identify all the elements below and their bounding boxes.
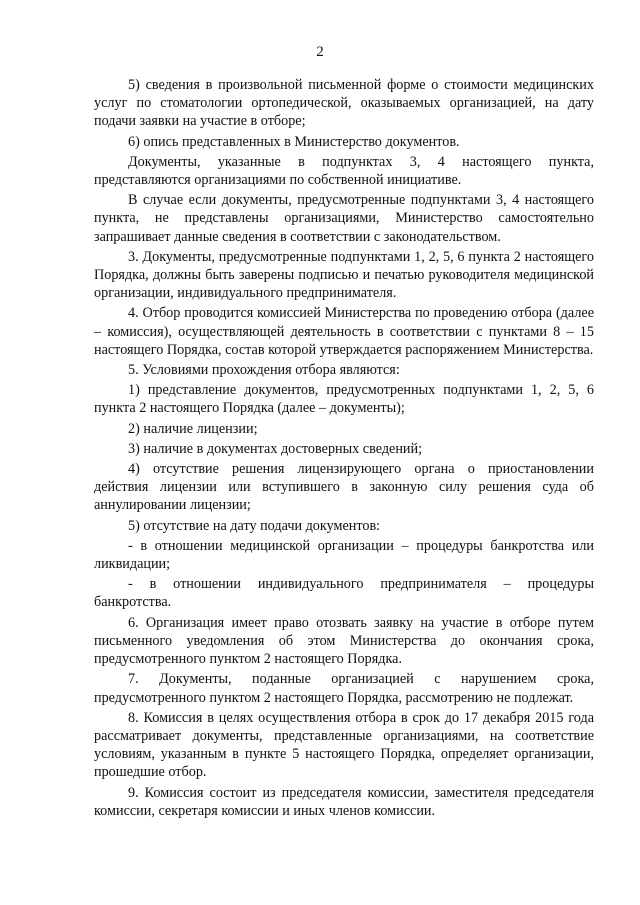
paragraph-17: 8. Комиссия в целях осуществления отбора в срок до 17 декабря 2015 года рассматривает документы, представленные организациями, на соответствие условиям, указанным в пункте 5 настоящего Порядка, определяет организации, прошедшие отбор. <box>94 709 594 781</box>
paragraph-13: - в отношении медицинской организации – процедуры банкротства или ликвидации; <box>94 537 594 573</box>
paragraph-5: 3. Документы, предусмотренные подпунктами 1, 2, 5, 6 пункта 2 настоящего Порядка, должны быть заверены подписью и печатью руководителя медицинской организации, индивидуального предпринимателя. <box>94 248 594 302</box>
paragraph-3: Документы, указанные в подпунктах 3, 4 настоящего пункта, представляются организациями по собственной инициативе. <box>94 153 594 189</box>
paragraph-6: 4. Отбор проводится комиссией Министерства по проведению отбора (далее – комиссия), осуществляющей деятельность в соответствии с пунктами 8 – 15 настоящего Порядка, состав которой утверждается распоряжением Министерства. <box>94 305 594 358</box>
paragraph-9: 2) наличие лицензии; <box>128 420 258 437</box>
paragraph-4: В случае если документы, предусмотренные подпунктами 3, 4 настоящего пункта, не представлены организациями, Министерство самостоятельно запрашивает данные сведения в соответствии с законодательством. <box>94 192 594 245</box>
paragraph-14: - в отношении индивидуального предпринимателя – процедуры банкротства. <box>94 576 594 611</box>
document-body <box>94 76 594 822</box>
paragraph-15: 6. Организация имеет право отозвать заявку на участие в отборе путем письменного уведомления об этом Министерства до окончания срока, предусмотренного пунктом 2 настоящего Порядка. <box>94 614 594 668</box>
paragraph-1: 5) сведения в произвольной письменной форме о стоимости медицинских услуг по стоматологии ортопедической, оказываемых организацией, на дату подачи заявки на участие в отборе; <box>94 77 594 130</box>
page-number: 2 <box>316 44 324 60</box>
paragraph-11: 4) отсутствие решения лицензирующего органа о приостановлении действия лицензии или вступившего в законную силу решения суда об аннулировании лицензии; <box>94 461 594 514</box>
paragraph-10: 3) наличие в документах достоверных сведений; <box>128 440 423 457</box>
paragraph-7: 5. Условиями прохождения отбора являются: <box>128 362 400 379</box>
paragraph-18: 9. Комиссия состоит из председателя комиссии, заместителя председателя комиссии, секретаря комиссии и иных членов комиссии. <box>94 784 594 819</box>
paragraph-2: 6) опись представленных в Министерство документов. <box>128 133 460 150</box>
paragraph-12: 5) отсутствие на дату подачи документов: <box>128 517 381 534</box>
paragraph-8: 1) представление документов, предусмотренных подпунктами 1, 2, 5, 6 пункта 2 настоящего Порядка (далее – документы); <box>94 382 594 417</box>
paragraph-16: 7. Документы, поданные организацией с нарушением срока, предусмотренного пунктом 2 настоящего Порядка, рассмотрению не подлежат. <box>94 671 594 706</box>
